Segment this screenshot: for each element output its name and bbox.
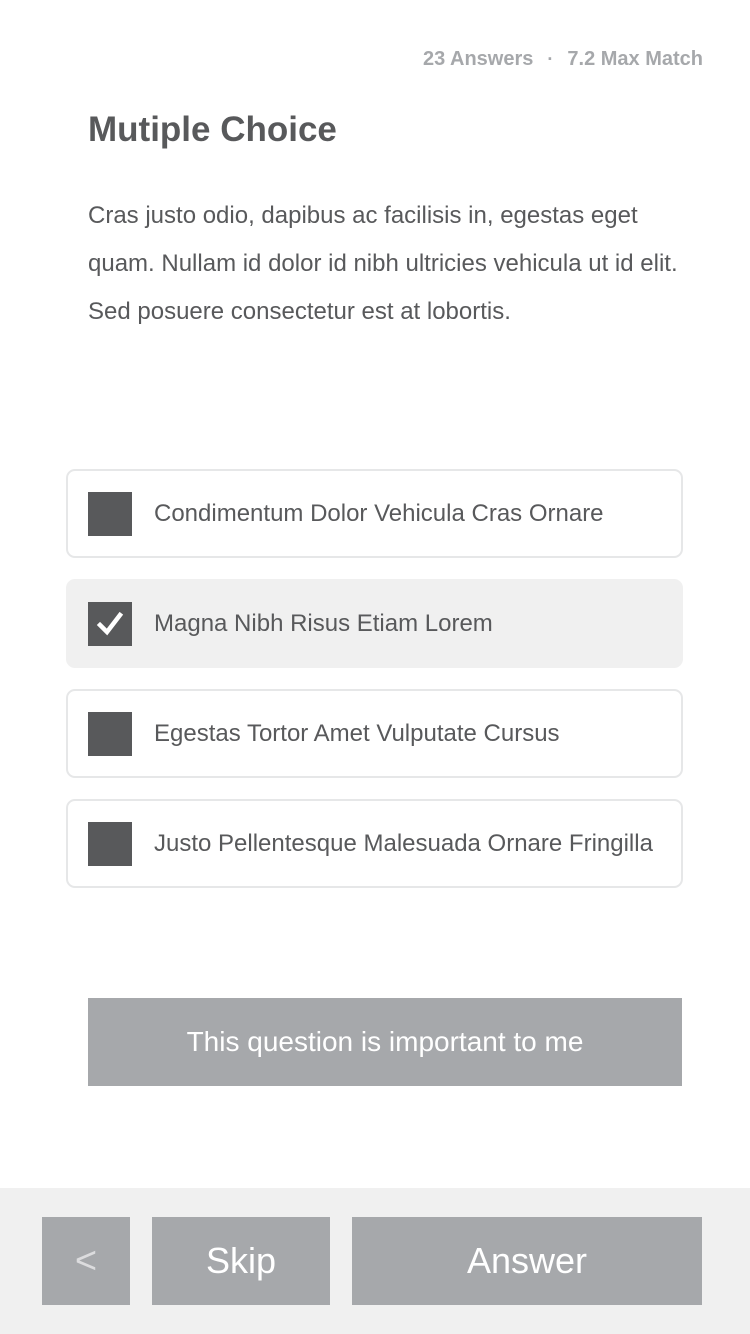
skip-button[interactable]: Skip bbox=[152, 1217, 330, 1305]
stats-separator: · bbox=[547, 49, 554, 69]
important-toggle-button[interactable]: This question is important to me bbox=[88, 998, 682, 1086]
checkbox-unchecked[interactable] bbox=[88, 712, 132, 756]
checkbox-checked[interactable] bbox=[88, 602, 132, 646]
checkbox-unchecked[interactable] bbox=[88, 822, 132, 866]
answer-button[interactable]: Answer bbox=[352, 1217, 702, 1305]
option-label: Egestas Tortor Amet Vulputate Cursus bbox=[154, 719, 560, 747]
checkmark-icon bbox=[96, 610, 124, 638]
question-stats bbox=[423, 48, 703, 71]
option-label: Magna Nibh Risus Etiam Lorem bbox=[154, 609, 493, 637]
bottom-action-bar bbox=[0, 1188, 750, 1334]
option-4[interactable] bbox=[66, 799, 683, 888]
question-title: Mutiple Choice bbox=[88, 110, 337, 149]
option-2[interactable] bbox=[66, 579, 683, 668]
checkbox-unchecked[interactable] bbox=[88, 492, 132, 536]
max-match: 7.2 Max Match bbox=[567, 48, 703, 70]
back-button[interactable]: < bbox=[42, 1217, 130, 1305]
option-1[interactable] bbox=[66, 469, 683, 558]
option-3[interactable] bbox=[66, 689, 683, 778]
option-label: Justo Pellentesque Malesuada Ornare Fringilla bbox=[154, 829, 653, 857]
option-label: Condimentum Dolor Vehicula Cras Ornare bbox=[154, 499, 604, 527]
answers-count: 23 Answers bbox=[422, 48, 534, 70]
options-list bbox=[66, 469, 683, 909]
question-description: Cras justo odio, dapibus ac facilisis in, egestas eget quam. Nullam id dolor id nibh ultricies vehicula ut id elit. Sed posuere consectetur est at lobortis. bbox=[88, 202, 678, 325]
